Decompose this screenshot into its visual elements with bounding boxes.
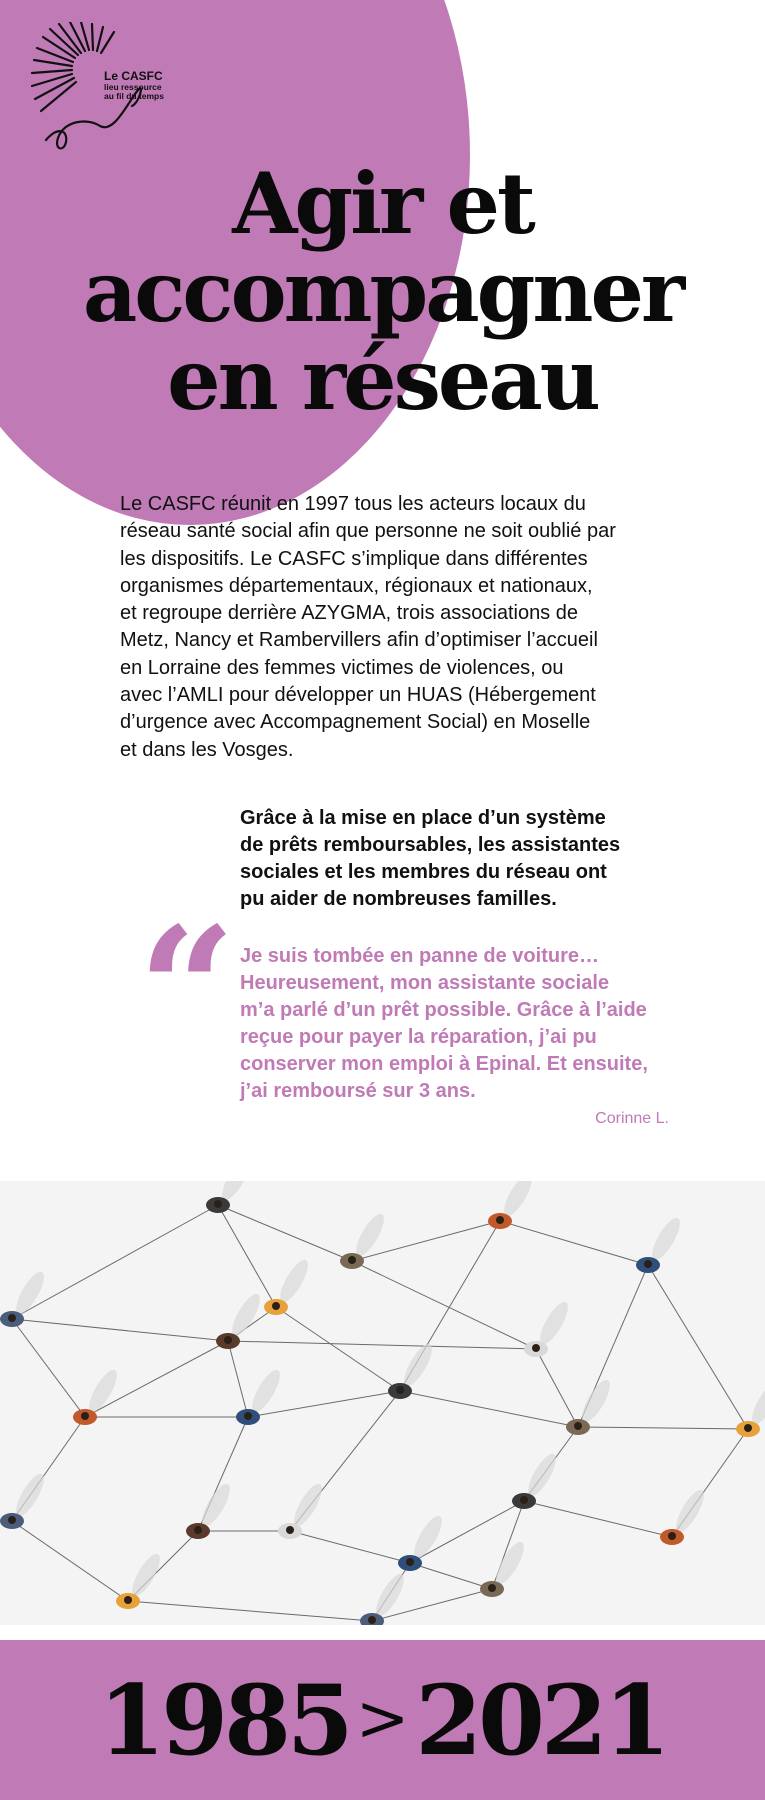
network-link	[410, 1563, 492, 1589]
network-link	[536, 1349, 578, 1427]
person-figure	[566, 1376, 615, 1435]
title-line-1: Agir et	[232, 154, 533, 253]
casfc-logo	[28, 22, 168, 157]
person-figure	[480, 1538, 529, 1597]
person-figure	[236, 1366, 285, 1425]
intro-line: en Lorraine des femmes victimes de violences, ou	[120, 656, 564, 679]
logo-text	[104, 70, 164, 100]
footer-band	[0, 1640, 765, 1800]
network-link	[218, 1205, 352, 1261]
quote-line: Heureusement, mon assistante sociale	[240, 972, 610, 994]
network-link	[12, 1319, 228, 1341]
lead-paragraph	[240, 805, 700, 913]
quote-line: conserver mon emploi à Epinal. Et ensuite,	[240, 1053, 648, 1075]
intro-line: organismes départementaux, régionaux et nationaux,	[120, 574, 593, 597]
network-link	[400, 1391, 578, 1427]
network-link	[578, 1427, 748, 1429]
intro-line: réseau santé social afin que personne ne soit oublié par	[120, 520, 616, 543]
title-line-3: en réseau	[167, 330, 598, 429]
year-separator: >	[355, 1682, 410, 1756]
network-link	[290, 1531, 410, 1563]
lead-line: Grâce à la mise en place d’un système	[240, 807, 606, 829]
person-figure	[73, 1366, 122, 1425]
network-link	[228, 1341, 536, 1349]
intro-line: et dans les Vosges.	[120, 738, 294, 761]
network-link	[352, 1261, 536, 1349]
person-figure	[512, 1450, 561, 1509]
page-title	[0, 154, 765, 429]
end-year: 2021	[415, 1664, 667, 1777]
person-figure	[264, 1256, 313, 1315]
network-link	[228, 1341, 248, 1417]
network-link	[218, 1205, 276, 1307]
intro-line: Le CASFC réunit en 1997 tous les acteurs locaux du	[120, 493, 586, 515]
year-range	[0, 1664, 765, 1776]
person-figure	[340, 1210, 389, 1269]
title-line-2: accompagner	[82, 242, 683, 341]
intro-paragraph	[120, 491, 695, 764]
person-figure	[116, 1550, 165, 1609]
network-link	[276, 1307, 400, 1391]
person-figure	[736, 1378, 765, 1437]
people-network-photo	[0, 1181, 765, 1625]
testimonial-quote	[240, 943, 680, 1105]
person-figure	[524, 1298, 573, 1357]
person-figure	[0, 1470, 49, 1529]
intro-line: avec l’AMLI pour développer un HUAS (Hébergement	[120, 684, 596, 707]
network-link	[128, 1601, 372, 1621]
quote-line: Je suis tombée en panne de voiture…	[240, 945, 599, 967]
quote-line: reçue pour payer la réparation, j’ai pu	[240, 1026, 597, 1048]
quote-mark-icon: “	[138, 890, 236, 1090]
person-figure	[0, 1268, 49, 1327]
network-link	[12, 1319, 85, 1417]
lead-line: sociales et les membres du réseau ont	[240, 861, 607, 883]
person-figure	[660, 1486, 709, 1545]
network-link	[648, 1265, 748, 1429]
testimonial-author: Corinne L.	[595, 1110, 669, 1127]
network-link	[524, 1501, 672, 1537]
person-figure	[388, 1340, 437, 1399]
logo-subtitle-line2: au fil du temps	[104, 90, 164, 101]
network-link	[12, 1521, 128, 1601]
network-illustration	[0, 1181, 765, 1625]
person-figure	[360, 1570, 409, 1625]
intro-line: les dispositifs. Le CASFC s’implique dans différentes	[120, 547, 588, 570]
lead-line: de prêts remboursables, les assistantes	[240, 834, 621, 856]
intro-line: et regroupe derrière AZYGMA, trois associations de	[120, 602, 578, 625]
network-link	[500, 1221, 648, 1265]
person-figure	[488, 1181, 537, 1229]
person-figure	[398, 1512, 447, 1571]
person-figure	[636, 1214, 685, 1273]
person-figure	[186, 1480, 235, 1539]
intro-line: Metz, Nancy et Rambervillers afin d’optimiser l’accueil	[120, 629, 598, 652]
lead-line: pu aider de nombreuses familles.	[240, 888, 557, 910]
person-figure	[278, 1480, 327, 1539]
logo-subtitle-line1: lieu ressource	[104, 81, 162, 92]
intro-line: d’urgence avec Accompagnement Social) en Moselle	[120, 711, 591, 734]
quote-line: m’a parlé d’un prêt possible. Grâce à l’aide	[240, 999, 647, 1021]
person-figure	[206, 1181, 255, 1213]
quote-line: j’ai remboursé sur 3 ans.	[240, 1080, 476, 1102]
network-link	[12, 1205, 218, 1319]
start-year: 1985	[98, 1664, 350, 1777]
logo-title: Le CASFC	[104, 69, 163, 83]
